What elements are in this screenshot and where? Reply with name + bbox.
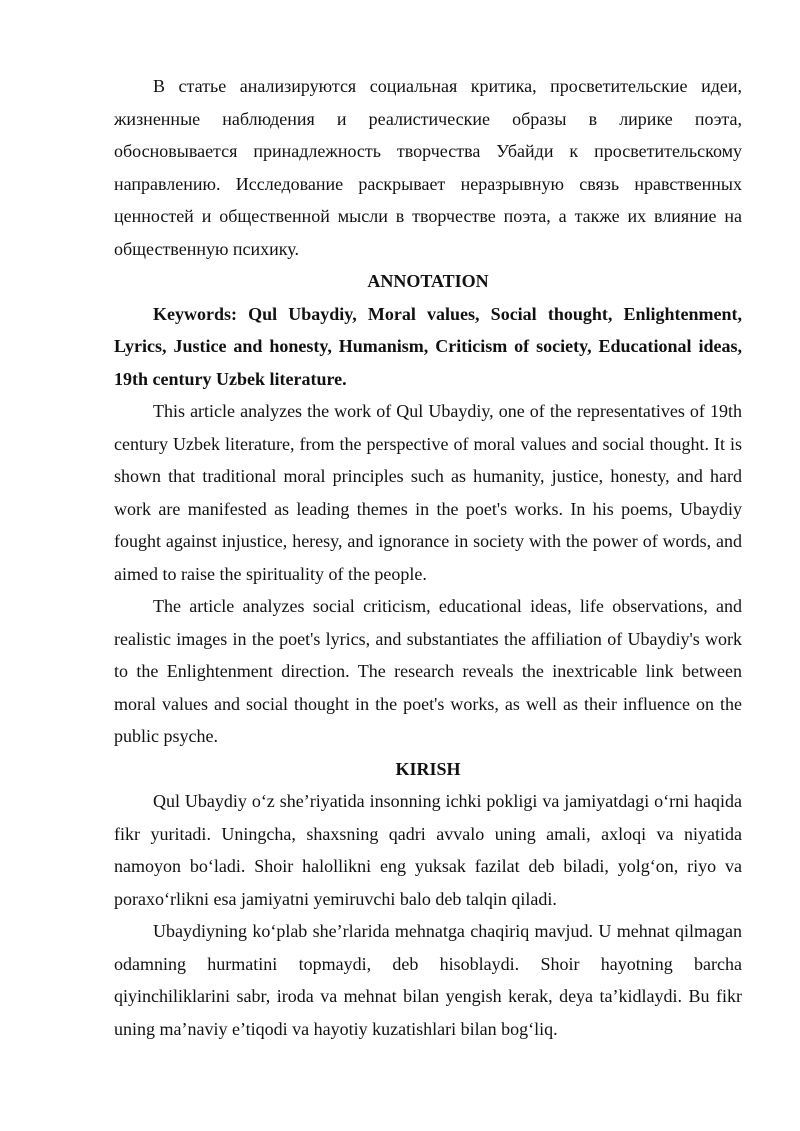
kirish-paragraph-2: Ubaydiyning ko‘plab she’rlarida mehnatga chaqiriq mavjud. U mehnat qilmagan odamning hurmatini topmaydi, deb hisoblaydi. Shoir hayotning barcha qiyinchiliklarini sabr, iroda va mehnat bilan yengish kerak, deya ta’kidlaydi. Bu fikr uning ma’naviy e’tiqodi va hayotiy kuzatishlari bilan bog‘liq. bbox=[114, 921, 742, 1039]
annotation-heading: ANNOTATION bbox=[367, 271, 489, 291]
keywords-paragraph: Keywords: Qul Ubaydiy, Moral values, Social thought, Enlightenment, Lyrics, Justice and honesty, Humanism, Criticism of society, Educational ideas, 19th century Uzbek literature. bbox=[114, 303, 742, 389]
kirish-paragraph-1: Qul Ubaydiy o‘z she’riyatida insonning ichki pokligi va jamiyatdagi o‘rni haqida fikr yuritadi. Uningcha, shaxsning qadri avvalo uning amali, axloqi va niyatida namoyon bo‘ladi. Shoir halollikni eng yuksak fazilat deb biladi, yolg‘on, riyo va poraxo‘rlikni esa jamiyatni yemiruvchi balo deb talqin qiladi. bbox=[114, 791, 742, 909]
document-page bbox=[114, 70, 742, 1045]
russian-abstract-paragraph: В статье анализируются социальная критика, просветительские идеи, жизненные наблюдения и реалистические образы в лирике поэта, обосновывается принадлежность творчества Убайди к просветительскому направлению. Исследование раскрывает неразрывную связь нравственных ценностей и общественной мысли в творчестве поэта, а также их влияние на общественную психику. bbox=[114, 76, 742, 259]
annotation-paragraph-2: The article analyzes social criticism, educational ideas, life observations, and realistic images in the poet's lyrics, and substantiates the affiliation of Ubaydiy's work to the Enlightenment direction. The research reveals the inextricable link between moral values and social thought in the poet's works, as well as their influence on the public psyche. bbox=[114, 596, 742, 746]
annotation-paragraph-1: This article analyzes the work of Qul Ubaydiy, one of the representatives of 19th century Uzbek literature, from the perspective of moral values and social thought. It is shown that traditional moral principles such as humanity, justice, honesty, and hard work are manifested as leading themes in the poet's works. In his poems, Ubaydiy fought against injustice, heresy, and ignorance in society with the power of words, and aimed to raise the spirituality of the people. bbox=[114, 401, 742, 584]
kirish-heading: KIRISH bbox=[395, 758, 461, 779]
